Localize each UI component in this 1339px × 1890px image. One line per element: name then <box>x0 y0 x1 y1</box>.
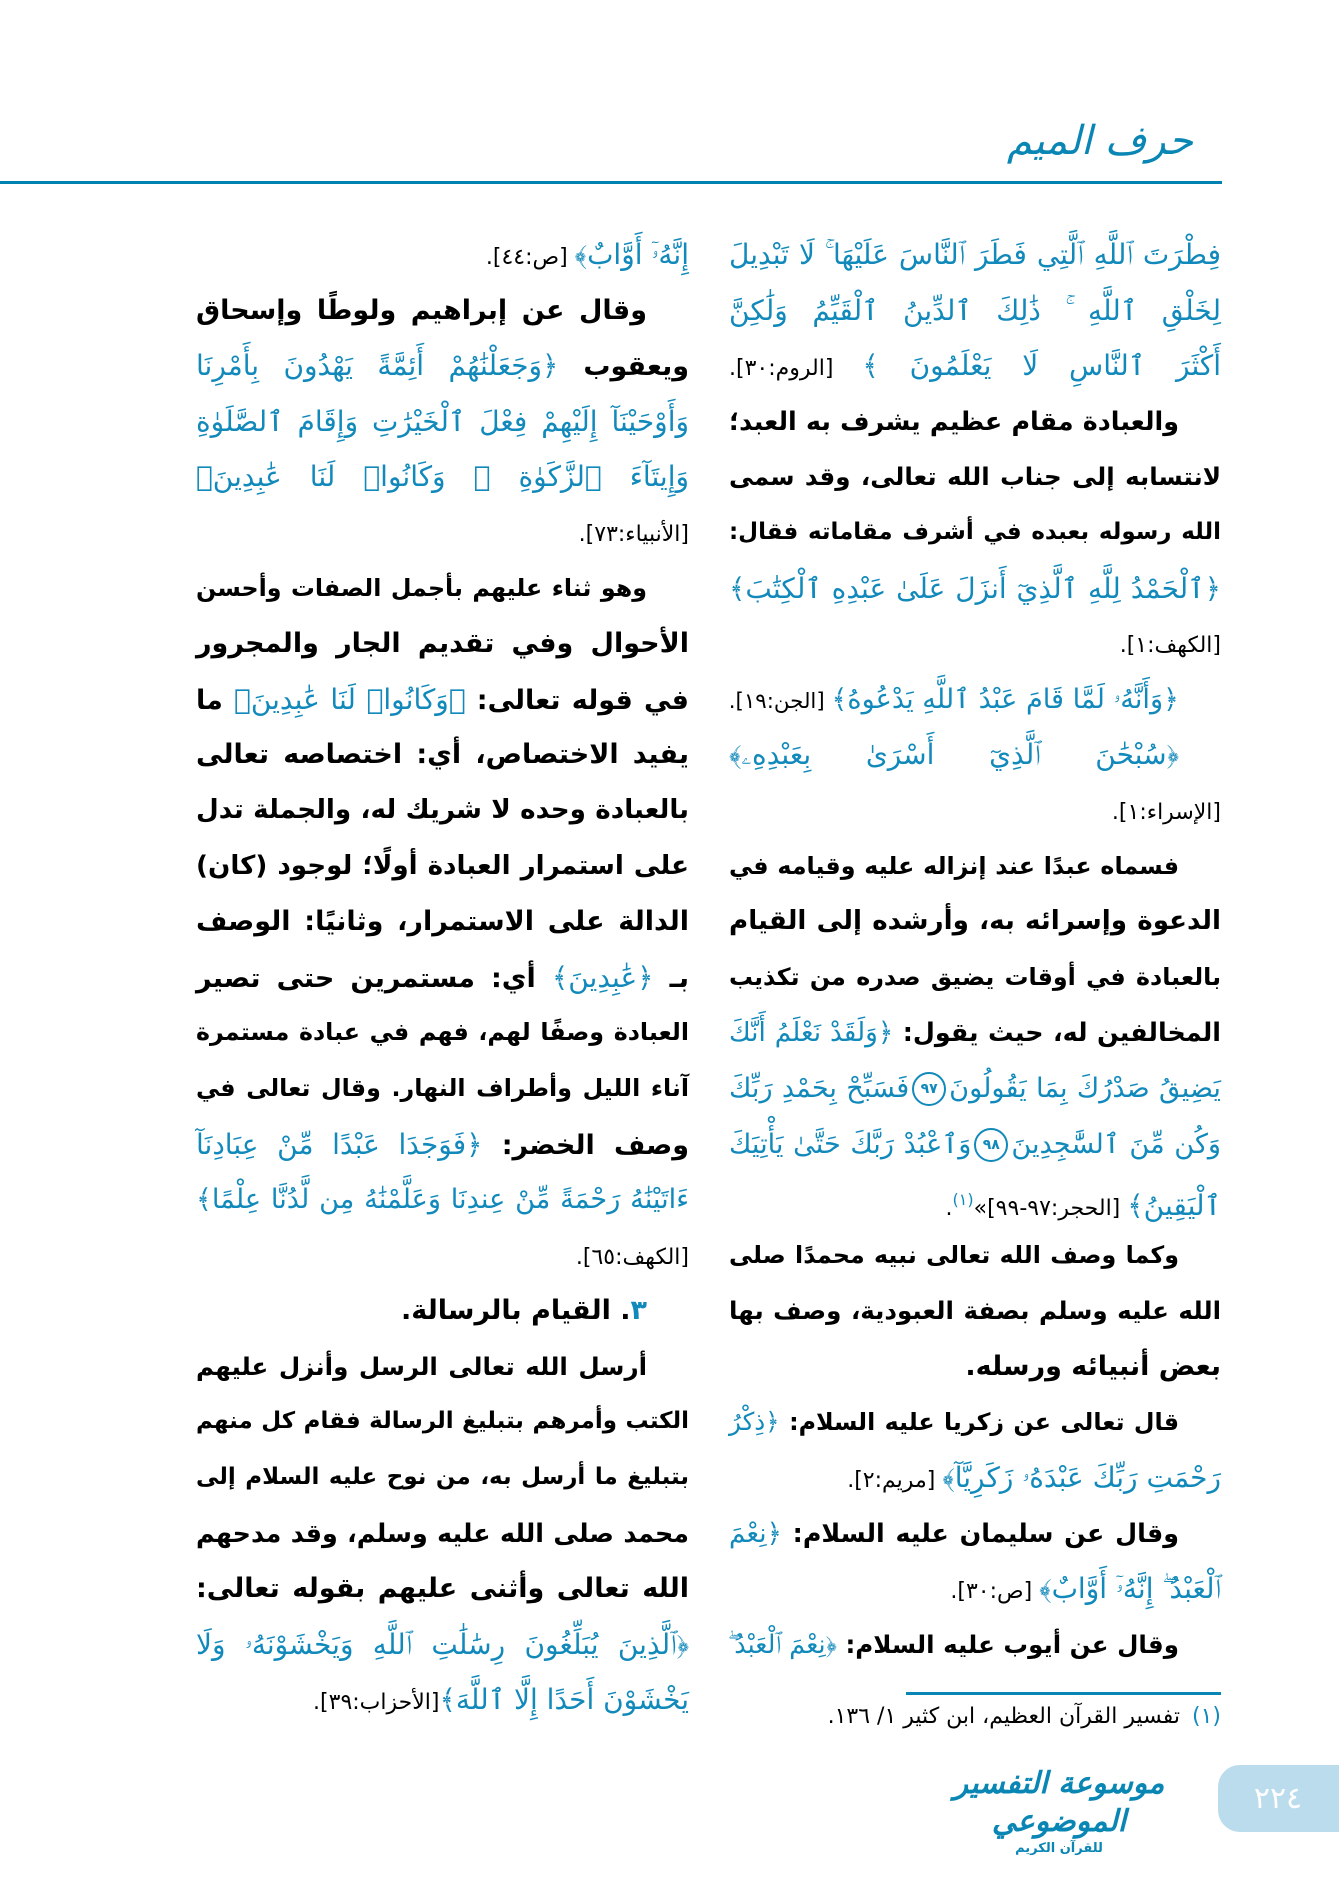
body-text: وقال عن أيوب عليه السلام: <box>836 1629 1179 1659</box>
text-line <box>729 1283 1221 1339</box>
text-line <box>729 338 1221 394</box>
text-line <box>729 950 1221 1006</box>
body-text: آناء الليل وأطراف النهار. وقال تعالى في <box>196 1073 689 1102</box>
text-line <box>196 1061 689 1117</box>
quran-verse-text: ﴿عَٰبِدِينَ﴾ <box>551 960 654 994</box>
quran-verse-text: فِطْرَتَ ٱللَّهِ ٱلَّتِي فَطَرَ ٱلنَّاسَ عَلَيْهَا ۚ لَا تَبْدِيلَ <box>729 238 1221 271</box>
text-line <box>196 561 689 617</box>
section-number: ٣ <box>630 1295 647 1327</box>
logo-subtitle: للقرآن الكريم <box>1015 1841 1103 1856</box>
body-text: وصف الخضر: <box>482 1129 689 1161</box>
body-text: وكما وصف الله تعالى نبيه محمدًا صلى <box>729 1240 1179 1269</box>
text-line <box>729 1228 1221 1284</box>
text-line <box>196 1561 689 1617</box>
body-text: قال تعالى عن زكريا عليه السلام: <box>779 1408 1179 1437</box>
body-text: وهو ثناء عليهم بأجمل الصفات وأحسن <box>196 573 647 602</box>
body-text: الدالة على الاستمرار، وثانيًا: الوصف <box>196 906 689 938</box>
body-text: ما <box>196 684 235 716</box>
header-divider <box>0 181 1222 184</box>
quran-verse-text: ﴿ٱلْحَمْدُ لِلَّهِ ٱلَّذِيٓ أَنزَلَ عَلَىٰ عَبْدِهِ ٱلْكِتَٰبَ﴾ <box>729 571 1221 605</box>
text-line <box>196 894 689 950</box>
verse-reference: [الأنبياء:٧٣]. <box>578 521 689 547</box>
logo-title: موسوعة التفسير الموضوعي <box>953 1766 1165 1839</box>
text-line <box>729 1061 1221 1117</box>
quran-verse-text: ﴿ٱلَّذِينَ يُبَلِّغُونَ رِسَٰلَٰتِ ٱللَّهِ وَيَخْشَوْنَهُۥ وَلَا <box>196 1627 689 1661</box>
body-text: الله رسوله بعبده في أشرف مقاماته فقال: <box>729 518 1221 545</box>
text-line <box>196 783 689 839</box>
quran-verse-text: وَأَوْحَيْنَآ إِلَيْهِمْ فِعْلَ ٱلْخَيْرَٰتِ وَإِقَامَ ٱلصَّلَوٰةِ <box>196 404 689 438</box>
body-text: على استمرار العبادة أولًا؛ لوجود (كان) <box>196 850 689 881</box>
verse-reference: [ص:٣٠]. <box>950 1579 1040 1605</box>
text-line <box>196 727 689 783</box>
text-line <box>729 783 1221 839</box>
right-text-column <box>729 227 1221 1672</box>
quran-verse-text: ٱلْيَقِينُ﴾ <box>1127 1189 1221 1223</box>
quran-verse-text: ﴿وَجَعَلْنَٰهُمْ أَئِمَّةً يَهْدُونَ بِأَمْرِنَا <box>196 349 559 383</box>
quran-verse-text: وَإِيتَآءَ ٱلزَّكَوٰةِ ۖ وَكَانُوا۟ لَنَا عَٰبِدِينَ﴾ <box>196 460 689 494</box>
body-text: الكتب وأمرهم بتبليغ الرسالة فقام كل منهم <box>196 1408 689 1435</box>
text-line <box>729 505 1221 561</box>
text-line <box>196 1672 689 1728</box>
body-text: والعبادة مقام عظيم يشرف به العبد؛ <box>729 405 1179 436</box>
quran-verse-text: ﴿سُبْحَٰنَ ٱلَّذِيٓ أَسْرَىٰ بِعَبْدِهِۦ﴾ <box>729 738 1179 772</box>
text-line <box>196 394 689 450</box>
text-line <box>196 1506 689 1562</box>
text-line <box>196 1450 689 1506</box>
quran-verse-text: ﴿فَوَجَدَا عَبْدًا مِّنْ عِبَادِنَآ <box>196 1127 483 1161</box>
text-line <box>196 1283 689 1339</box>
footnote-number: (١) <box>1191 1704 1221 1729</box>
text-line <box>196 950 689 1006</box>
body-text: أرسل الله تعالى الرسل وأنزل عليهم <box>196 1351 647 1381</box>
text-line <box>196 672 689 728</box>
quran-verse-text: وَٱعْبُدْ رَبَّكَ حَتَّىٰ يَأْتِيَكَ <box>729 1128 972 1160</box>
text-line <box>196 616 689 672</box>
body-text: بالعبادة في أوقات يضيق صدره من تكذيب <box>729 962 1221 991</box>
body-text: المخالفين له، حيث يقول: <box>893 1017 1221 1048</box>
chapter-title: حرف الميم <box>1006 118 1193 164</box>
body-text: الدعوة وإسرائه به، وأرشده إلى القيام <box>729 906 1221 937</box>
text-line <box>729 394 1221 450</box>
body-text: بالعبادة وحده لا شريك له، والجملة تدل <box>196 794 689 825</box>
text-line <box>196 505 689 561</box>
text-line <box>196 338 689 394</box>
body-text: العبادة وصفًا لهم، فهم في عبادة مستمرة <box>196 1018 689 1047</box>
text-line <box>196 1339 689 1395</box>
text-line <box>729 227 1221 283</box>
body-text: في قوله تعالى: <box>465 684 689 716</box>
quran-verse-text: رَحْمَتِ رَبِّكَ عَبْدَهُۥ زَكَرِيَّآ﴾ <box>942 1461 1221 1495</box>
body-text: وقال عن إبراهيم ولوطًا وإسحاق <box>196 294 647 326</box>
quran-verse-text: ﴿نِعْمَ ٱلْعَبْدُ ۖ <box>727 1629 837 1660</box>
footnote-text: تفسير القرآن العظيم، ابن كثير ١/ ١٣٦. <box>827 1704 1180 1729</box>
body-text: الله عليه وسلم بصفة العبودية، وصف بها <box>729 1296 1221 1326</box>
verse-number-marker: ٩٧ <box>912 1072 946 1106</box>
quran-verse-text: إِنَّهُۥٓ أَوَّابٌ﴾ <box>574 238 689 271</box>
text-line <box>196 227 689 283</box>
quran-verse-text: لِخَلْقِ ٱللَّهِ ۚ ذَٰلِكَ ٱلدِّينُ ٱلْقَيِّمُ وَلَٰكِنَّ <box>729 293 1221 327</box>
text-line <box>729 1339 1221 1395</box>
text-line <box>729 1561 1221 1617</box>
body-text: يفيد الاختصاص، أي: اختصاصه تعالى <box>196 739 689 771</box>
verse-reference: [الكهف:٦٥]. <box>575 1244 689 1270</box>
quran-verse-text: يَخْشَوْنَ أَحَدًا إِلَّا ٱللَّهَ﴾ <box>439 1683 689 1717</box>
body-text: محمد صلى الله عليه وسلم، وقد مدحهم <box>196 1517 689 1548</box>
text-line <box>196 1617 689 1673</box>
text-line <box>729 1394 1221 1450</box>
quran-verse-text: ءَاتَيْنَٰهُ رَحْمَةً مِّنْ عِندِنَا وَعَلَّمْنَٰهُ مِن لَّدُنَّا عِلْمًا﴾ <box>196 1184 689 1216</box>
quran-verse-text: يَضِيقُ صَدْرُكَ بِمَا يَقُولُونَ <box>949 1072 1221 1104</box>
body-text: بتبليغ ما أرسل به، من نوح عليه السلام إلى <box>196 1464 689 1491</box>
body-text: بعض أنبيائه ورسله. <box>965 1350 1221 1382</box>
text-line <box>196 1172 689 1228</box>
quran-verse-text: أَكْثَرَ ٱلنَّاسِ لَا يَعْلَمُونَ ﴾ <box>862 349 1222 383</box>
body-text: وقال عن سليمان عليه السلام: <box>781 1517 1179 1548</box>
verse-reference: [الأحزاب:٣٩]. <box>313 1690 440 1716</box>
verse-reference: [الجن:١٩]. <box>728 688 832 714</box>
text-line <box>729 1172 1221 1228</box>
text-line <box>196 1394 689 1450</box>
text-line <box>729 727 1221 783</box>
quran-verse-text: ﴿وَأَنَّهُۥ لَمَّا قَامَ عَبْدُ ٱللَّهِ يَدْعُوهُ﴾ <box>831 683 1179 715</box>
footnote-marker: (١) <box>952 1190 974 1210</box>
body-text: فسماه عبدًا عند إنزاله عليه وقيامه في <box>729 851 1179 880</box>
quran-verse-text: ﴿ذِكْرُ <box>729 1407 780 1437</box>
text-line <box>196 283 689 339</box>
footnote <box>828 1704 1221 1729</box>
text-line <box>729 839 1221 895</box>
text-line <box>729 1117 1221 1173</box>
text-line <box>729 672 1221 728</box>
body-text: الله تعالى وأثنى عليهم بقوله تعالى: <box>196 1573 689 1605</box>
footnote-divider <box>906 1692 1221 1695</box>
text-line <box>729 1005 1221 1061</box>
text-line <box>729 449 1221 505</box>
verse-reference: [الروم:٣٠]. <box>729 356 863 382</box>
verse-number-marker: ٩٨ <box>974 1128 1008 1162</box>
text-line <box>729 283 1221 339</box>
quran-verse-text: ﴿وَكَانُوا۟ لَنَا عَٰبِدِينَ﴾ <box>234 682 466 716</box>
verse-reference: [الكهف:١]. <box>1119 633 1221 659</box>
body-text: أي: مستمرين حتى تصير <box>196 962 552 994</box>
quran-verse-text: وَكُن مِّنَ ٱلسَّٰجِدِينَ <box>1011 1128 1221 1160</box>
verse-reference: [الحجر:٩٧-٩٩]» <box>973 1196 1128 1222</box>
text-line <box>196 1117 689 1173</box>
text-line <box>729 561 1221 617</box>
left-text-column <box>196 227 689 1728</box>
verse-reference: [الإسراء:١]. <box>1111 799 1221 825</box>
quran-verse-text: فَسَبِّحْ بِحَمْدِ رَبِّكَ <box>729 1072 910 1104</box>
text-line <box>196 449 689 505</box>
text-line <box>729 1617 1221 1673</box>
text-line <box>196 1005 689 1061</box>
quran-verse-text: ٱلْعَبْدُ ۖ إِنَّهُۥٓ أَوَّابٌ﴾ <box>1039 1572 1221 1606</box>
body-text: . القيام بالرسالة. <box>401 1295 631 1327</box>
text-line <box>196 1228 689 1284</box>
body-text: الأحوال وفي تقديم الجار والمجرور <box>196 628 689 660</box>
text-line <box>729 1506 1221 1562</box>
text-line <box>729 894 1221 950</box>
text-line <box>729 616 1221 672</box>
verse-reference: . <box>945 1196 953 1222</box>
quran-verse-text: ﴿وَلَقَدْ نَعْلَمُ أَنَّكَ <box>729 1018 894 1049</box>
page-number: ٢٢٤ <box>1218 1765 1339 1832</box>
encyclopedia-logo <box>934 1765 1184 1857</box>
body-text: بـ <box>653 962 689 994</box>
verse-reference: [مريم:٢]. <box>847 1468 943 1494</box>
verse-reference: [ص:٤٤]. <box>485 245 575 270</box>
text-line <box>196 839 689 895</box>
body-text: ويعقوب <box>558 351 689 383</box>
body-text: لانتسابه إلى جناب الله تعالى، وقد سمى <box>729 462 1221 492</box>
text-line <box>729 1450 1221 1506</box>
quran-verse-text: ﴿نِعْمَ <box>729 1518 782 1549</box>
